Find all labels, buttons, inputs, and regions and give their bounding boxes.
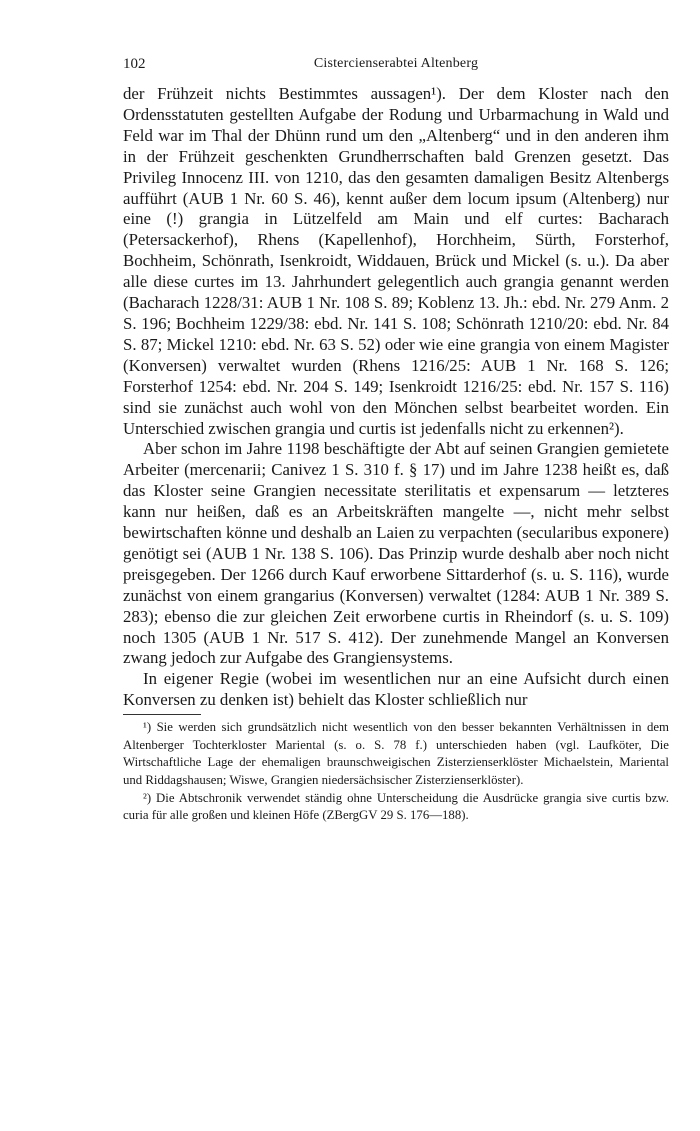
footnote: ¹) Sie werden sich grundsätzlich nicht wesentlich von den besser bekannten Verhältnissen in dem Altenberger Tochterkloster Mariental (s. o. S. 78 f.) unterschieden haben (vgl. Laufköter, Die Wirtschaftliche Lage der ehemaligen braunschweigischen Zisterzienserklöster Michaelstein, Mariental und Riddagshausen; Wiswe, Grangien niedersächsischer Zisterzienserklöster). [123, 720, 669, 787]
page-header [123, 56, 669, 84]
footnote-divider [123, 714, 201, 715]
page [123, 56, 669, 825]
footnotes [123, 719, 669, 825]
paragraph: In eigener Regie (wobei im wesentlichen nur an eine Aufsicht durch einen Konversen zu denken ist) behielt das Kloster schließlich nur [123, 669, 669, 710]
page-number: 102 [123, 56, 146, 72]
paragraph: der Frühzeit nichts Bestimmtes aussagen¹). Der dem Kloster nach den Ordensstatuten gestellten Aufgabe der Rodung und Urbarmachung in Wald und Feld war im Thal der Dhünn rund um den „Altenberg“ und in den anderen ihm in der Frühzeit geschenkten Grundherrschaften bald Grenzen gesetzt. Das Privileg Innocenz III. von 1210, das den gesamten damaligen Besitz Altenbergs aufführt (AUB 1 Nr. 60 S. 46), kennt außer dem locum ipsum (Altenberg) nur eine (!) grangia in Lützelfeld am Main und elf curtes: Bacharach (Petersackerhof), Rhens (Kapellenhof), Horchheim, Sürth, Forsterhof, Bochheim, Schönrath, Isenkroidt, Widdauen, Brück und Mickel (s. u.). Da aber alle diese curtes im 13. Jahrhundert gelegentlich auch grangia genannt werden (Bacharach 1228/31: AUB 1 Nr. 108 S. 89; Koblenz 13. Jh.: ebd. Nr. 279 Anm. 2 S. 196; Bochheim 1229/38: ebd. Nr. 141 S. 108; Schönrath 1210/20: ebd. Nr. 84 S. 87; Mickel 1210: ebd. Nr. 63 S. 52) oder wie eine grangia von einem Magister (Konversen) verwaltet wurden (Rhens 1216/25: AUB 1 Nr. 168 S. 126; Forsterhof 1254: ebd. Nr. 204 S. 149; Isenkroidt 1216/25: ebd. Nr. 157 S. 116) sind sie zunächst auch wohl von den Mönchen selbst bearbeitet worden. Ein Unterschied zwischen grangia und curtis ist jedenfalls nicht zu erkennen²). [123, 84, 669, 438]
main-text [123, 84, 669, 711]
running-title: Cistercienserabtei Altenberg [313, 56, 479, 71]
paragraph: Aber schon im Jahre 1198 beschäftigte der Abt auf seinen Grangien gemietete Arbeiter (mercenarii; Canivez 1 S. 310 f. § 17) und im Jahre 1238 heißt es, daß das Kloster seine Grangien necessitate sterilitatis et expensarum — letzteres kann nur heißen, daß es an Arbeitskräften mangelte —, nicht mehr selbst bewirtschaften könne und deshalb an Laien zu verpachten (secularibus exponere) genötigt sei (AUB 1 Nr. 138 S. 106). Das Prinzip wurde deshalb aber noch nicht preisgegeben. Der 1266 durch Kauf erworbene Sittarderhof (s. u. S. 116), wurde zunächst von einem grangarius (Konversen) verwaltet (1284: AUB 1 Nr. 389 S. 283); ebenso die zur gleichen Zeit erworbene curtis in Rheindorf (s. u. S. 109) noch 1305 (AUB 1 Nr. 517 S. 412). Der zunehmende Mangel an Konversen zwang jedoch zur Aufgabe des Grangiensystems. [123, 439, 669, 668]
footnote: ²) Die Abtschronik verwendet ständig ohne Unterscheidung die Ausdrücke grangia sive curtis bzw. curia für alle großen und kleinen Höfe (ZBergGV 29 S. 176—188). [123, 790, 669, 823]
